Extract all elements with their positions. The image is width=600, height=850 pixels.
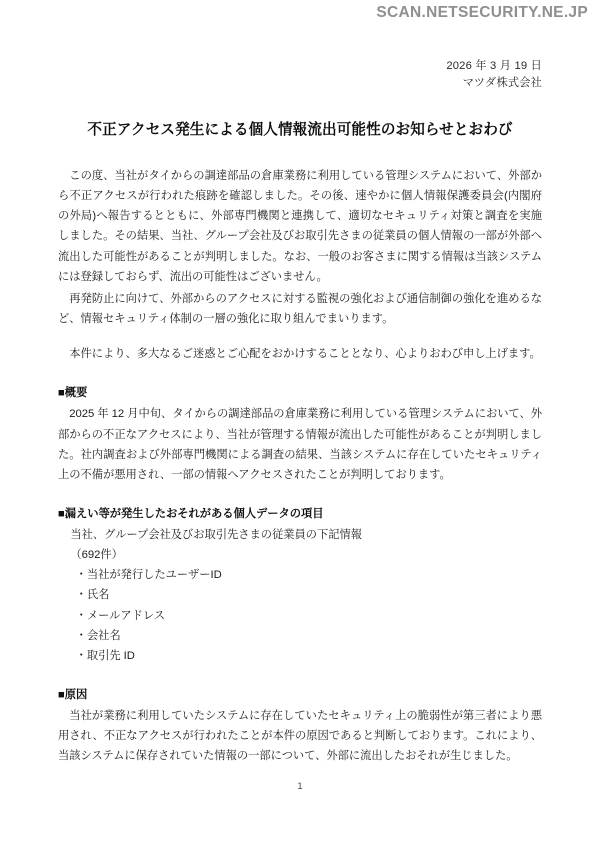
list-item: ・会社名 [75, 629, 121, 642]
list-item: ・メールアドレス [75, 609, 166, 622]
section-overview [58, 384, 542, 485]
list-item: ・氏名 [75, 589, 110, 602]
section-heading-leaked-data-items: ■漏えい等が発生したおそれがある個人データの項目 [58, 507, 324, 520]
list-item: ・当社が発行したユーザーID [75, 569, 222, 582]
issuing-company: マツダ株式会社 [462, 77, 542, 90]
section-cause-paragraph: 当社が業務に利用していたシステムに存在していたセキュリティ上の脆弱性が第三者により悪用され、不正なアクセスが行われたことが本件の原因であると判断しております。これにより、当該システムに保存されていた情報の一部について、外部に流出したおそれが生じました。 [58, 710, 542, 763]
document-date: 2026 年 3 月 19 日 [446, 60, 542, 72]
leaked-data-list [58, 565, 542, 665]
document-page [0, 30, 600, 850]
intro-paragraph-2: 再発防止に向けて、外部からのアクセスに対する監視の強化および通信制御の強化を進めるなど、情報セキュリティ体制の一層の強化に取り組んでまいります。 [58, 292, 542, 325]
leaked-data-count: （692件） [70, 549, 123, 562]
page-title: 不正アクセス発生による個人情報流出可能性のお知らせとおわび [87, 121, 513, 138]
intro-paragraph-1: この度、当社がタイからの調達部品の倉庫業務に利用している管理システムにおいて、外部から不正アクセスが行われた痕跡を確認しました。その後、速やかに個人情報保護委員会(内閣府の外局)へ報告するとともに、外部専門機関と連携して、適切なセキュリティ対策と調査を実施しました。その結果、当社、グループ会社及びお取引先さまの従業員の個人情報の一部が外部へ流出した可能性があることが判明しました。なお、一般のお客さまに関する情報は当該システムには登録しておらず、流出の可能性はございません。 [58, 170, 542, 283]
list-item: ・取引先 ID [75, 649, 135, 662]
site-watermark: SCAN.NETSECURITY.NE.JP [376, 4, 588, 21]
section-overview-paragraph: 2025 年 12 月中旬、タイからの調達部品の倉庫業務に利用している管理システムにおいて、外部からの不正なアクセスにより、当社が管理する情報が流出した可能性があることが判明しました。社内調査および外部専門機関による調査の結果、当該システムに存在していたセキュリティ上の不備が悪用され、一部の情報へアクセスされたことが判明しております。 [58, 408, 542, 481]
section-heading-cause: ■原因 [58, 688, 88, 701]
document-header [58, 58, 542, 93]
section-leaked-data-items [58, 505, 542, 666]
intro-body [58, 166, 542, 364]
page-number: 1 [297, 781, 303, 792]
section-heading-overview: ■概要 [58, 386, 88, 399]
intro-paragraph-3: 本件により、多大なるご迷惑とご心配をおかけすることとなり、心よりおわび申し上げます。 [69, 347, 541, 360]
leaked-data-scope: 当社、グループ会社及びお取引先さまの従業員の下記情報 [70, 529, 362, 542]
section-cause [58, 686, 542, 767]
